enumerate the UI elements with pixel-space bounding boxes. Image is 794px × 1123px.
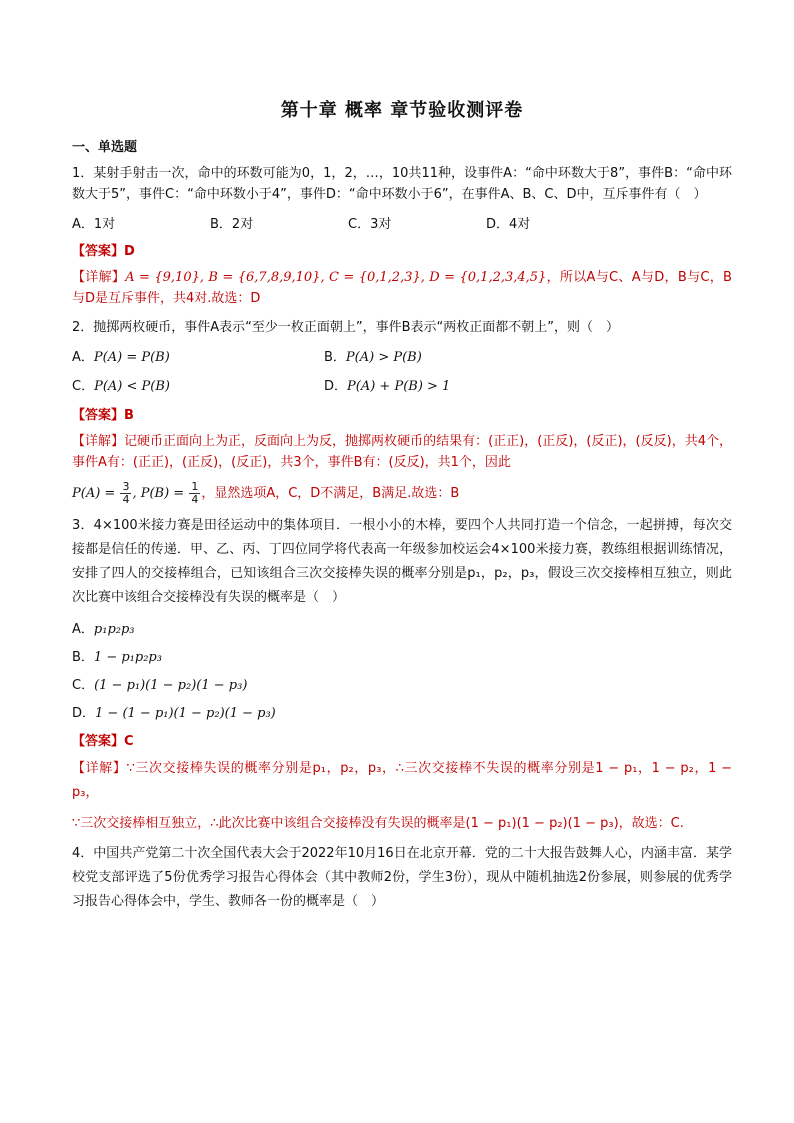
pa-denominator: 4 [122,493,130,506]
question-3-option-a [72,618,732,637]
detail-label: 【详解】 [72,761,127,776]
pb-expr: , P(B) = [132,486,185,501]
pa-expr: P(A) = [72,486,116,501]
question-3-option-c [72,674,732,693]
question-4-text: 4．中国共产党第二十次全国代表大会于2022年10月16日在北京开幕．党的二十大报告鼓舞人心，内涵丰富．某学校党支部评选了5份优秀学习报告心得体会（其中教师2份，学生3份），现从中随机抽选2份参展，则参展的优秀学习报告心得体会中，学生、教师各一份的概率是（ ） [72,846,732,909]
detail-text: 记硬币正面向上为正，反面向上为反，抛掷两枚硬币的结果有：(正正)，(正反)，(反正)，(反反)，共4个，事件A有：(正正)，(正反)，(反正)，共3个，事件B有：(反反)，共1个，因此 [72,434,732,470]
pb-numerator: 1 [191,480,199,493]
option-expr: p₁p₂p₃ [93,622,135,637]
option-b-expr: P(A) > P(B) [345,350,422,365]
question-2-detail [72,431,732,473]
detail-label: 【详解】 [72,270,126,285]
question-1-answer [72,240,732,259]
option-a-expr: P(A) = P(B) [93,350,170,365]
option-c-letter: C． [72,379,95,394]
question-3-option-d [72,702,732,721]
question-3-option-b [72,646,732,665]
option-c-expr: P(A) < P(B) [94,379,170,394]
question-3-answer [72,730,732,749]
document-page [72,96,732,922]
pb-fraction [189,481,200,506]
question-2-detail-formula [72,481,732,506]
pa-fraction [120,481,131,506]
question-1-detail [72,267,732,309]
option-expr: 1 − (1 − p₁)(1 − p₂)(1 − p₃) [95,706,276,721]
question-1-text: 1．某射手射击一次，命中的环数可能为0，1，2，…，10共11种，设事件A：“命中环数大于8”，事件B：“命中环数大于5”，事件C：“命中环数小于4”，事件D：“命中环数小于6”，在事件A、B、C、D中，互斥事件有（ ） [72,166,732,202]
option-d: D．4对 [486,217,531,232]
answer-label: 【答案】 [72,734,125,749]
question-3-text: 3．4×100米接力赛是田径运动中的集体项目．一根小小的木棒，要四个人共同打造一个信念，一起拼搏，每次交接都是信任的传递．甲、乙、丙、丁四位同学将代表高一年级参加校运会4×100米接力赛，教练组根据训练情况，安排了四人的交接棒组合，已知该组合三次交接棒失误的概率分别是p₁，p₂，p₃，假设三次交接棒相互独立，则此次比赛中该组合交接棒没有失误的概率是（ ） [72,518,732,605]
question-2-options-row-2 [72,375,732,394]
option-d-expr: P(A) + P(B) > 1 [347,379,451,394]
section-heading: 一、单选题 [72,140,138,155]
option-letter: B． [72,650,94,665]
question-2-text: 2．抛掷两枚硬币，事件A表示“至少一枚正面朝上”，事件B表示“两枚正面都不朝上”，则（ ） [72,320,620,335]
pa-numerator: 3 [122,480,130,493]
option-d-letter: D． [324,379,348,394]
answer-value: D [124,244,135,259]
option-letter: A． [72,622,94,637]
detail-text: ，所以A与C、A与D，B与C，B与D是互斥事件，共4对.故选：D [72,270,732,306]
question-3-detail-2: ∵三次交接棒相互独立，∴此次比赛中该组合交接棒没有失误的概率是(1 − p₁)(1 − p₂)(1 − p₃)，故选：C. [72,816,684,831]
answer-value: B [124,408,134,423]
option-letter: D． [72,706,96,721]
detail-end: ，显然选项A，C，D不满足，B满足.故选：B [201,486,460,501]
question-3-detail-1 [72,757,732,805]
question-1-options [72,213,732,232]
answer-label: 【答案】 [72,408,125,423]
question-2-answer [72,404,732,423]
option-expr: (1 − p₁)(1 − p₂)(1 − p₃) [94,678,248,693]
detail-label: 【详解】 [72,434,125,449]
detail-text: ∵三次交接棒失误的概率分别是p₁，p₂，p₃，∴三次交接棒不失误的概率分别是1 − p₁，1 − p₂，1 − p₃， [72,761,732,800]
option-letter: C． [72,678,95,693]
detail-sets: A = {9,10}, B = {6,7,8,9,10}, C = {0,1,2,3}, D = {0,1,2,3,4,5} [125,270,547,285]
option-c: C．3对 [348,217,392,232]
pb-denominator: 4 [191,493,199,506]
answer-label: 【答案】 [72,244,125,259]
option-expr: 1 − p₁p₂p₃ [93,650,162,665]
question-2-options-row-1 [72,346,732,365]
option-b-letter: B． [324,350,346,365]
option-a: A．1对 [72,217,116,232]
option-b: B．2对 [210,217,254,232]
answer-value: C [124,734,134,749]
page-title: 第十章 概率 章节验收测评卷 [280,100,524,121]
option-a-letter: A． [72,350,94,365]
